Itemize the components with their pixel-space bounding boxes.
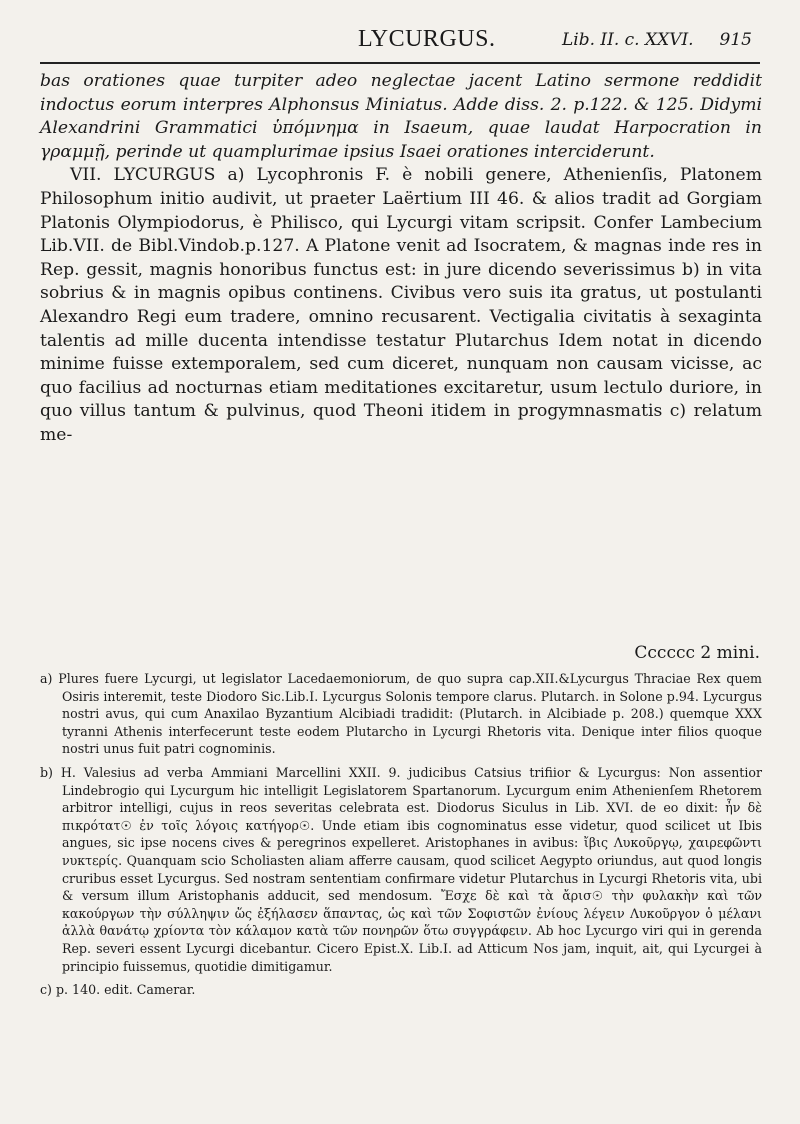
footnotes: [40, 670, 762, 1005]
paragraph-2: VII. LYCURGUS a) Lycophronis F. è nobili genere, Athenienſis, Platonem Philosophum initio audivit, ut praeter Laërtium III 46. & alios tradit ad Gorgiam Platonis Olympiodorus, è Philisco, qui Lycurgi vitam scripsit. Confer Lambecium Lib.VII. de Bibl.Vindob.p.127. A Platone venit ad Isocratem, & magnas inde res in Rep. gessit, magnis honoribus functus est: in jure dicendo severissimus b) in vita sobrius & in magnis opibus continens. Civibus vero suis ita gratus, ut postulanti Alexandro Regi eum tradere, omnino recusarent. Vectigalia civitatis à sexaginta talentis ad mille ducenta intendisse testatur Plutarchus Idem notat in dicendo minime fuisse extemporalem, sed cum diceret, nunquam non causam vicisse, ac quo facilius ad nocturnas etiam meditationes excitaretur, usum lectulo duriore, in quo villus tantum & pulvinus, quod Theoni itidem in progymnasmatis c) relatum me-: [40, 165, 762, 445]
catchword: Cccccc 2 mini.: [634, 643, 760, 663]
footnote-a-text: Plures fuere Lycurgi, ut legislator Lacedaemoniorum, de quo supra cap.XII.&Lycurgus Thraciae Rex quem Osiris interemit, teste Diodoro Sic.Lib.I. Lycurgus Solonis tempore clarus. Plutarch. in Solone p.94. Lycurgus nostri avus, qui cum Anaxilao Byzantium Alcibiadi tradidit: (Plutarch. in Alcibiade p. 208.) quemque XXX tyranni Athenis interfecerunt teste eodem Plutarcho in Lycurgi Rhetoris vita. Denique inter filios quoque nostri unus fuit patri cognominis.: [58, 671, 762, 757]
header-rule: [40, 62, 760, 64]
footnote-b: [40, 764, 762, 975]
footnote-c: [40, 981, 762, 999]
main-text: [40, 70, 762, 448]
header-title: LYCURGUS.: [358, 26, 496, 52]
footnote-b-mark: b): [40, 764, 53, 780]
paragraph-1: bas orationes quae turpiter adeo neglectae jacent Latino sermone reddidit indoctus eorum interpres Alphonsus Miniatus. Adde diss. 2. p.122. & 125. Didymi Alexandrini Grammatici ὑπόμνημα in Isaeum, quae laudat Harpocration in γραμμῇ, perinde ut quamplurimae ipsius Isaei orationes interciderunt.: [40, 71, 762, 162]
footnote-a-mark: a): [40, 671, 53, 686]
page-number: 915: [719, 30, 752, 50]
footnote-b-text: H. Valesius ad verba Ammiani Marcellini XXII. 9. judicibus Catsius trifiior & Lycurgus: Non assentior Lindebrogio qui Lycurgum hic intelligit Legislatorem Spartanorum. Lycurgum enim Athenienſem Rhetorem arbitror intelligi, cujus in reos severitas celebrata est. Diodorus Siculus in Lib. XVI. de eo dixit: ἦν δὲ πικρότατ☉ ἐν τοῖς λόγοις κατήγορ☉. Unde etiam ibis cognominatus esse videtur, quod scilicet ut Ibis angues, sic ipse nocens cives & peregrinos expelleret. Aristophanes in avibus: ἴβις Λυκοῦργῳ, χαιρεφῶντι νυκτερίς. Quanquam scio Scholiasten aliam afferre causam, quod scilicet Aegypto oriundus, aut quod longis cruribus esset Lycurgus. Sed nostram sententiam confirmare videtur Plutarchus in Lycurgi Rhetoris vita, ubi & versum illum Aristophanis adducit, sed mendosum. Ἔσχε δὲ καὶ τὰ ἄρισ☉ τὴν φυλακὴν καὶ τῶν κακούργων τὴν σύλληψιν ὥς ἐξήλασεν ἅπαντας, ὡς καὶ τῶν Σοφιστῶν ἐνίους λέγειν Λυκοῦργον ὁ μέλανι ἀλλὰ θανάτῳ χρίοντα τὸν κάλαμον κατὰ τῶν πονηρῶν ὅτω συγγράφειν. Ab hoc Lycurgo viri qui in gerenda Rep. severi essent Lycurgi dicebantur. Cicero Epist.X. Lib.I. ad Atticum Nos jam, inquit, ait, qui Lycurgei à principio fuissemus, quotidie dimitigamur.: [60, 764, 762, 974]
footnote-a: [40, 670, 762, 758]
footnote-c-mark: c): [40, 982, 52, 998]
header-reference: Lib. II. c. XXVI.: [562, 30, 694, 50]
running-header: [40, 18, 760, 58]
footnote-c-text: p. 140. edit. Camerar.: [55, 982, 196, 998]
